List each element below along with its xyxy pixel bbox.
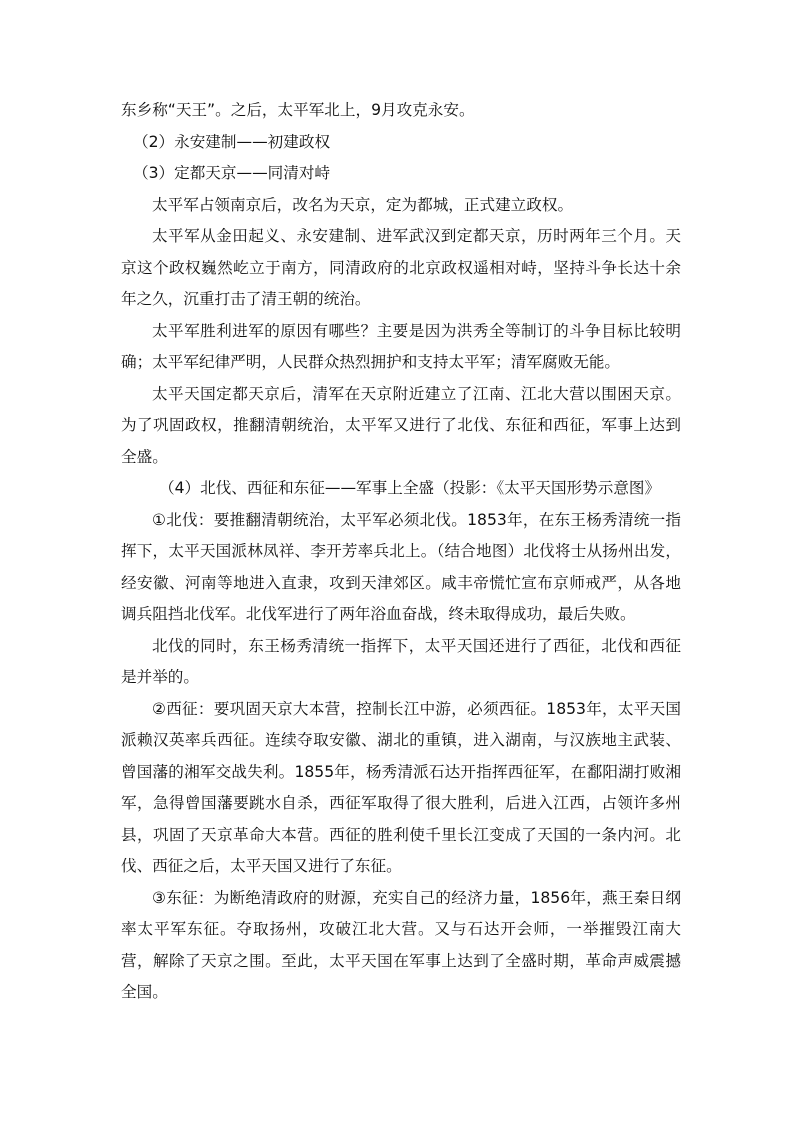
paragraph-eastern-expedition: ③东征：为断绝清政府的财源，充实自己的经济力量，1856年，燕王秦日纲率太平军东征。夺取扬州，攻破江北大营。又与石达开会师，一举摧毁江南大营，解除了天京之围。至此，太平天国在军事上达到了全盛时期，革命声威震撼全国。: [121, 888, 681, 1001]
paragraph-6: 太平军胜利进军的原因有哪些？主要是因为洪秀全等制订的斗争目标比较明确；太平军纪律严明，人民群众热烈拥护和支持太平军；清军腐败无能。: [121, 321, 681, 371]
paragraph-10: 北伐的同时，东王杨秀清统一指挥下，太平天国还进行了西征，北伐和西征是并举的。: [121, 636, 681, 686]
document-body: [121, 95, 681, 1009]
heading-yongan-system: （2）永安建制——初建政权: [133, 132, 331, 151]
paragraph-7: 太平天国定都天京后，清军在天京附近建立了江南、江北大营以围困天京。为了巩固政权，推翻清朝统治，太平军又进行了北伐、东征和西征，军事上达到全盛。: [121, 384, 681, 466]
paragraph-1: 东乡称“天王”。之后，太平军北上，9月攻克永安。: [121, 101, 475, 119]
paragraph-5: 太平军从金田起义、永安建制、进军武汉到定都天京，历时两年三个月。天京这个政权巍然屹立于南方，同清政府的北京政权遥相对峙，坚持斗争长达十余年之久，沉重打击了清王朝的统治。: [121, 227, 681, 308]
paragraph-western-expedition: ②西征：要巩固天京大本营，控制长江中游，必须西征。1853年，太平天国派赖汉英率兵西征。连续夺取安徽、湖北的重镇，进入湖南，与汉族地主武装、曾国藩的湘军交战失利。1855年，杨秀清派石达开指挥西征军，在鄱阳湖打败湘军，急得曾国藩要跳水自杀，西征军取得了很大胜利，后进入江西，占领许多州县，巩固了天京革命大本营。西征的胜利使千里长江变成了天国的一条内河。北伐、西征之后，太平天国又进行了东征。: [121, 699, 681, 875]
paragraph-4: 太平军占领南京后，改名为天京，定为都城，正式建立政权。: [152, 195, 574, 214]
paragraph-northern-expedition: ①北伐：要推翻清朝统治，太平军必须北伐。1853年，在东王杨秀清统一指挥下，太平天国派林凤祥、李开芳率兵北上。（结合地图）北伐将士从扬州出发，经安徽、河南等地进入直隶，攻到天津郊区。咸丰帝慌忙宣布京师戒严，从各地调兵阻挡北伐军。北伐军进行了两年浴血奋战，终未取得成功，最后失败。: [121, 510, 681, 623]
heading-capital-tianjing: （3）定都天京——同清对峙: [133, 164, 331, 182]
heading-campaigns: （4）北伐、西征和东征——军事上全盛（投影：《太平天国形势示意图》: [159, 479, 661, 497]
